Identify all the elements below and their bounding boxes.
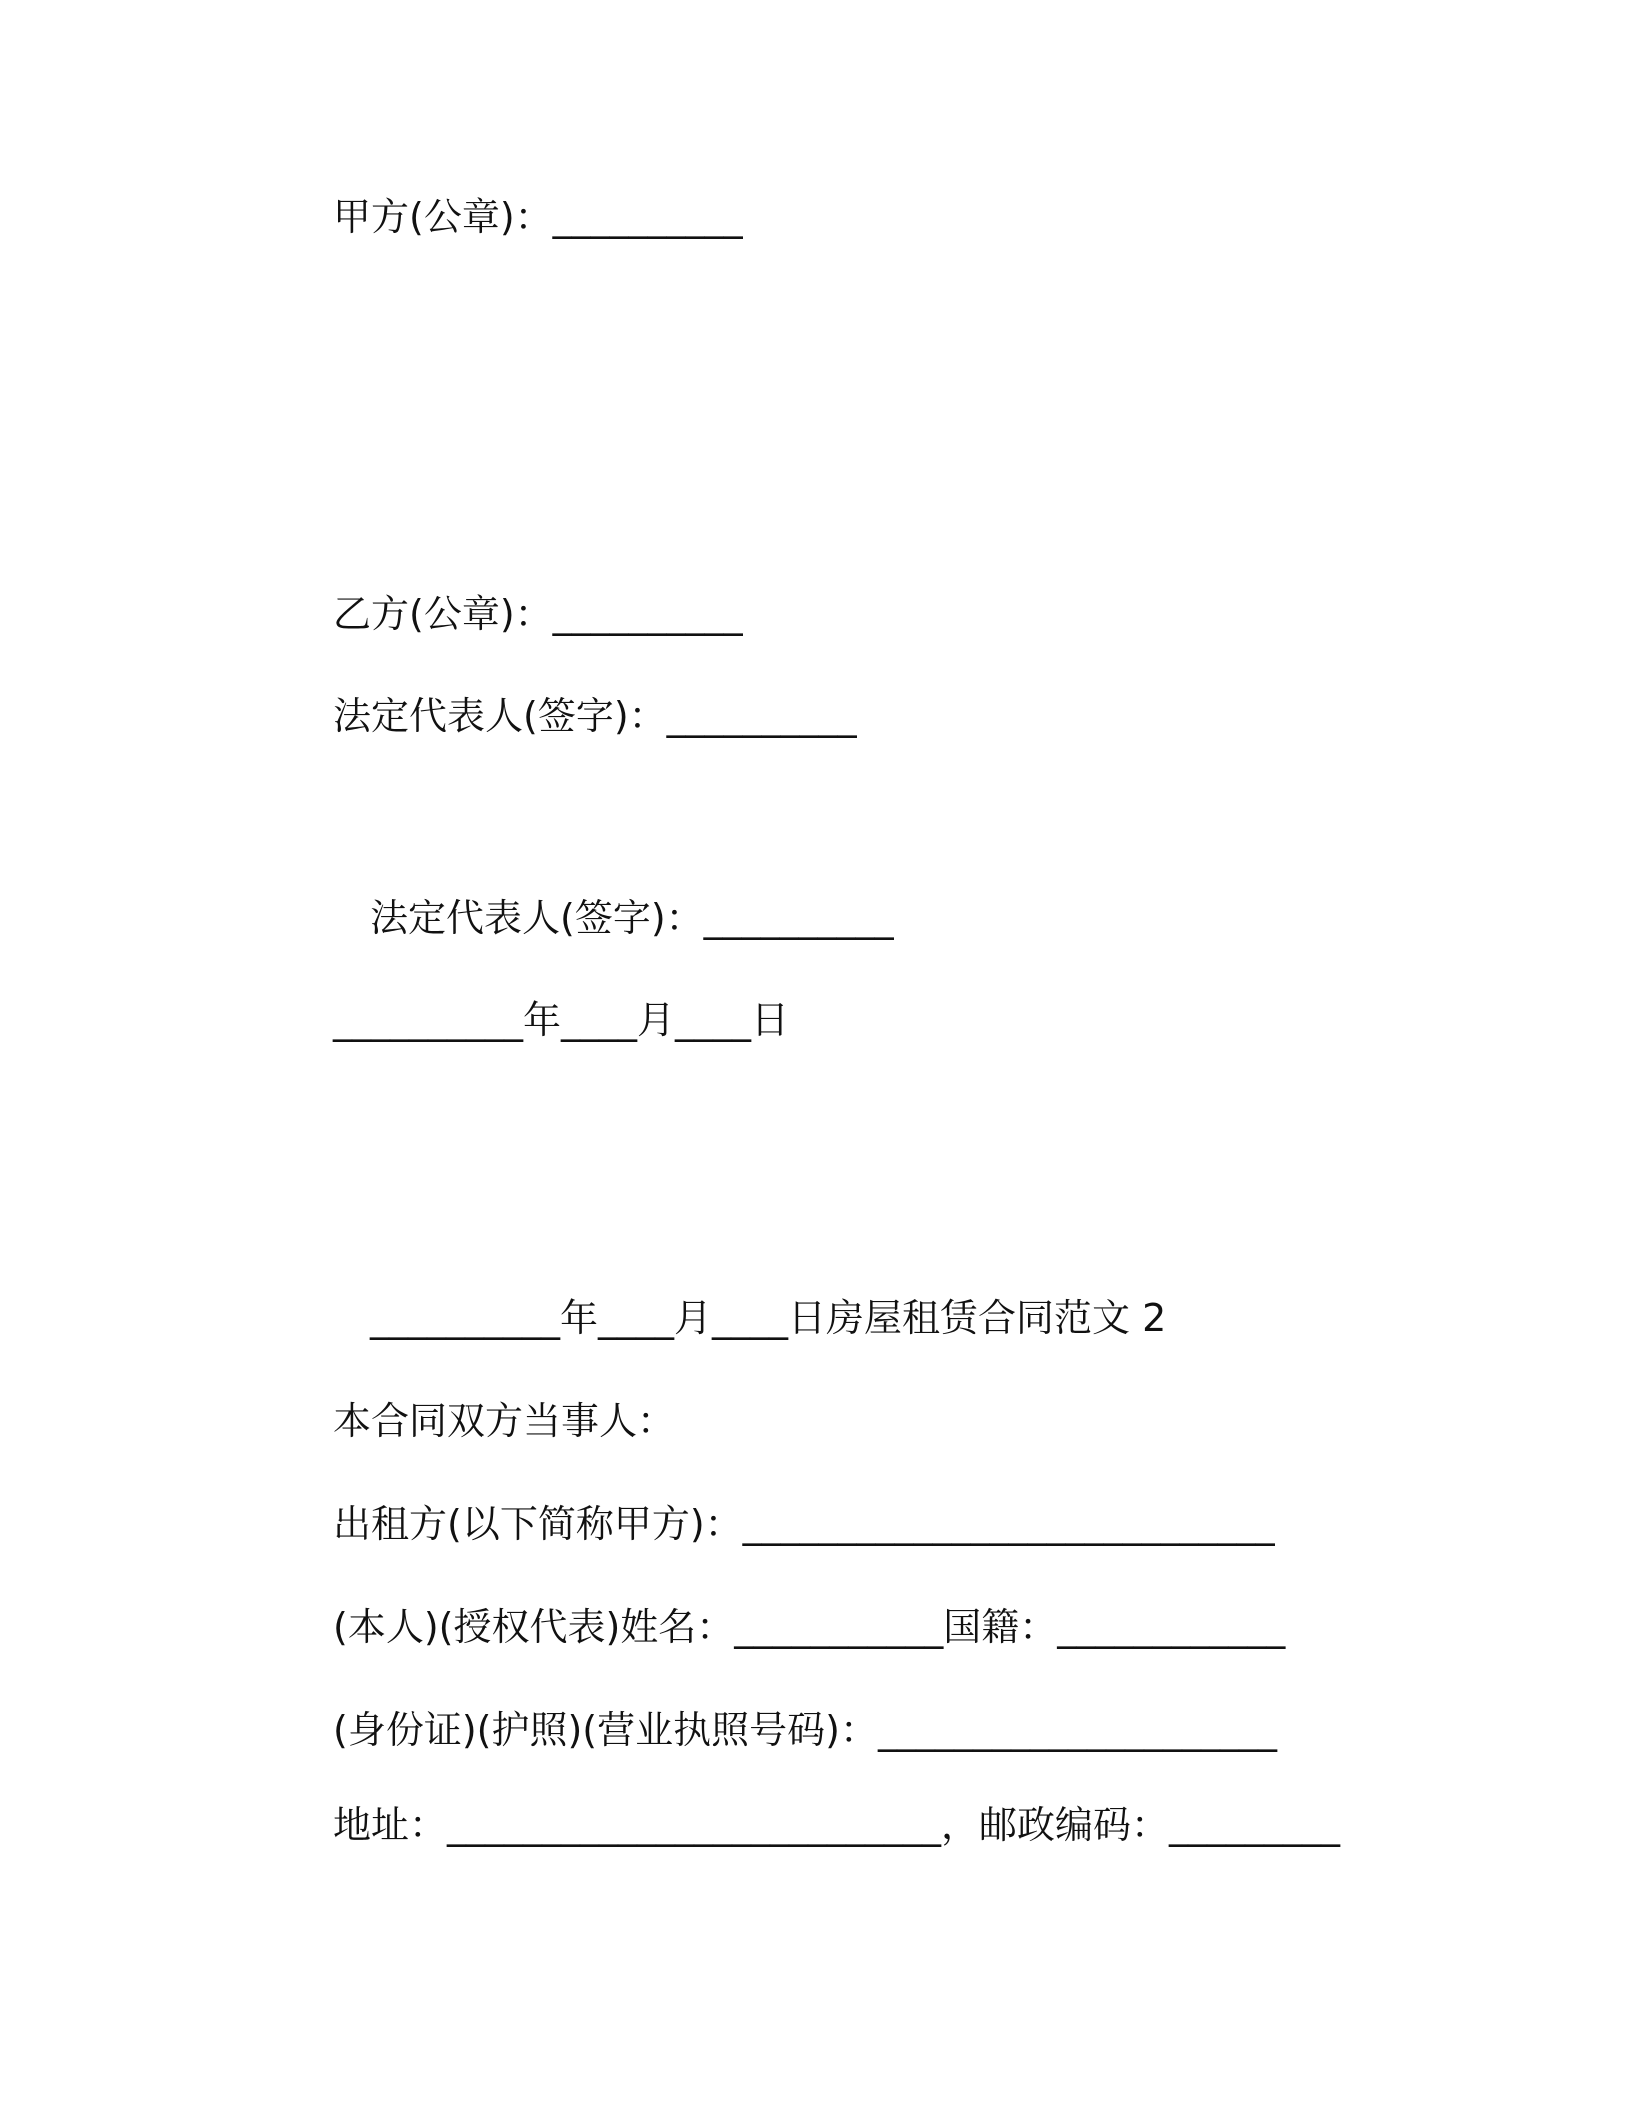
legal-representative-signature-line-indented: 法定代表人(签字)：__________ [370, 896, 894, 940]
date-line: __________年____月____日 [333, 998, 790, 1042]
name-nationality-field: (本人)(授权代表)姓名：___________国籍：____________ [333, 1605, 1286, 1649]
id-number-field: (身份证)(护照)(营业执照号码)：_____________________ [333, 1708, 1277, 1752]
party-b-seal-line: 乙方(公章)：__________ [333, 592, 743, 636]
lessor-field: 出租方(以下简称甲方)：____________________________ [333, 1502, 1275, 1546]
party-a-seal-line: 甲方(公章)：__________ [333, 195, 743, 239]
legal-representative-signature-line: 法定代表人(签字)：__________ [333, 694, 857, 738]
address-postcode-field: 地址：__________________________，邮政编码：_________ [333, 1803, 1341, 1847]
parties-heading: 本合同双方当事人： [333, 1399, 676, 1443]
contract-title-line: __________年____月____日房屋租赁合同范文 2 [370, 1296, 1167, 1340]
